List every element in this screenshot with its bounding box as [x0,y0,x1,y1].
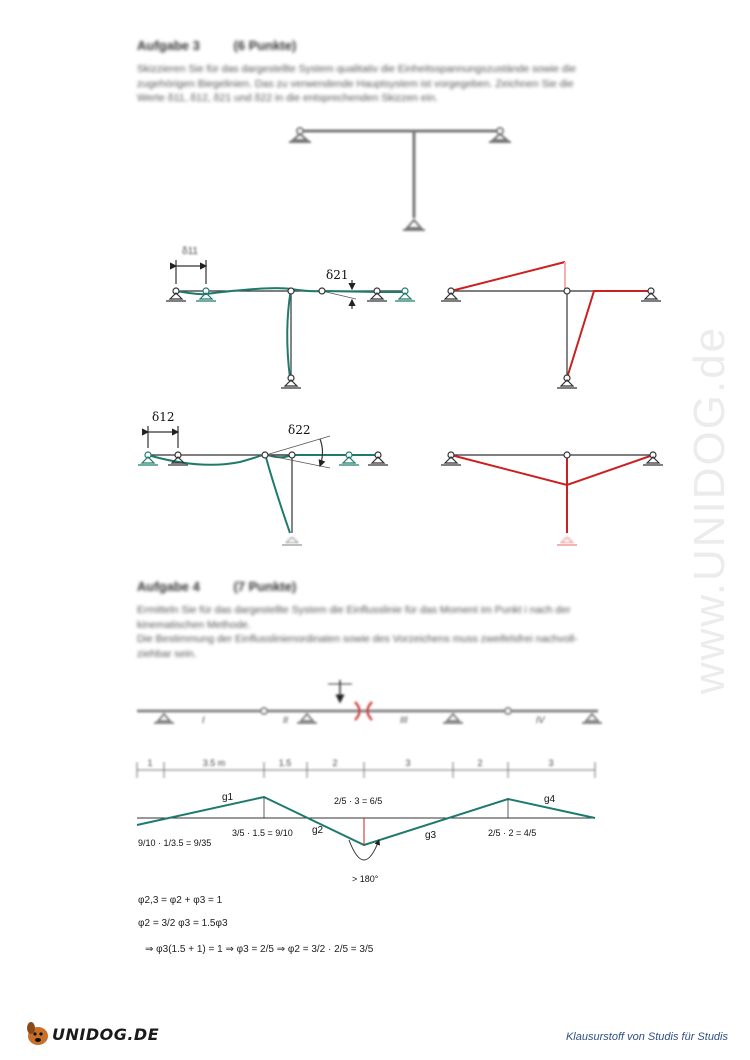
task4-text-line: Die Bestimmung der Einflusslinienordinaten sowie des Vorzeichens muss zweifelsfrei nachvoll- [137,633,578,645]
moment-sketch-2 [441,452,663,545]
dimension-labels [147,758,553,768]
equation-3: ⇒ φ3(1.5 + 1) = 1 ⇒ φ3 = 2/5 ⇒ φ2 = 3/2 · 2/5 = 3/5 [145,944,374,955]
dimension-label: 3.5 m [202,758,226,768]
ordinate-mid: 2/5 · 3 = 6/5 [334,796,383,806]
footer-brand: UNIDOG.DE [52,1025,160,1044]
field-label: III [400,715,408,725]
ordinate-right-peak: 2/5 · 2 = 4/5 [488,828,537,838]
task3-points: (6 Punkte) [233,38,297,53]
task3-text-line: zugehörigen Biegelinien. Das zu verwendende Hauptsystem ist vorgegeben. Zeichnen Sie die [137,77,574,90]
task3-text-line: Skizzieren Sie für das dargestellte System qualitativ die Einheitsspannungszustände sowie die [137,63,576,75]
line-label-g2: g2 [312,825,324,836]
dimension-label: 2 [332,758,338,768]
dimension-label: 1.5 [278,758,292,768]
task4-text-line: ziehbar sein. [137,647,197,660]
task4-text-line: Ermitteln Sie für das dargestellte System die Einflusslinie für das Moment im Punkt i nach der [137,604,571,616]
dimension-label: 1 [147,758,153,768]
ordinate-left-end: 9/10 · 1/3.5 = 9/35 [138,838,212,848]
task3-text-line: Werte δ11, δ12, δ21 und δ22 in die entsprechenden Skizzen ein. [137,92,438,104]
ordinate-left-peak: 3/5 · 1.5 = 9/10 [232,828,293,838]
equation-2: φ2 = 3/2 φ3 = 1.5φ3 [138,918,228,929]
influence-labels [138,792,556,884]
label-d22: δ22 [288,423,311,437]
label-d11: δ11 [182,246,198,257]
task3-title: Aufgabe 3 [137,38,200,53]
moment-sketch-1 [441,262,661,388]
task3-system [289,128,511,230]
line-label-g3: g3 [425,830,437,841]
deflection-sketch-1 [166,260,415,388]
equation-1: φ2,3 = φ2 + φ3 = 1 [138,895,223,906]
footer-logo[interactable] [22,1016,162,1050]
task4-system [137,680,602,723]
field-label: II [283,715,289,725]
watermark-text: www.UNIDOG.de [685,325,734,695]
task4-text-line: kinematischen Methode. [137,618,251,631]
dimension-label: 3 [405,758,411,768]
field-label: IV [536,715,545,725]
deflection-sketch-2 [138,426,388,545]
dimension-label: 3 [548,758,554,768]
task4-field-labels [202,715,546,725]
task4-title: Aufgabe 4 [137,579,200,594]
line-label-g4: g4 [544,794,556,805]
task4-points: (7 Punkte) [233,579,297,594]
dimension-label: 2 [477,758,483,768]
field-label: I [202,715,205,725]
label-d21: δ21 [326,268,349,282]
label-d12: δ12 [152,410,175,424]
dog-icon [22,1016,56,1050]
line-label-g1: g1 [222,792,234,803]
angle-label: > 180° [352,874,379,884]
footer-tagline: Klausurstoff von Studis für Studis [565,1031,728,1043]
